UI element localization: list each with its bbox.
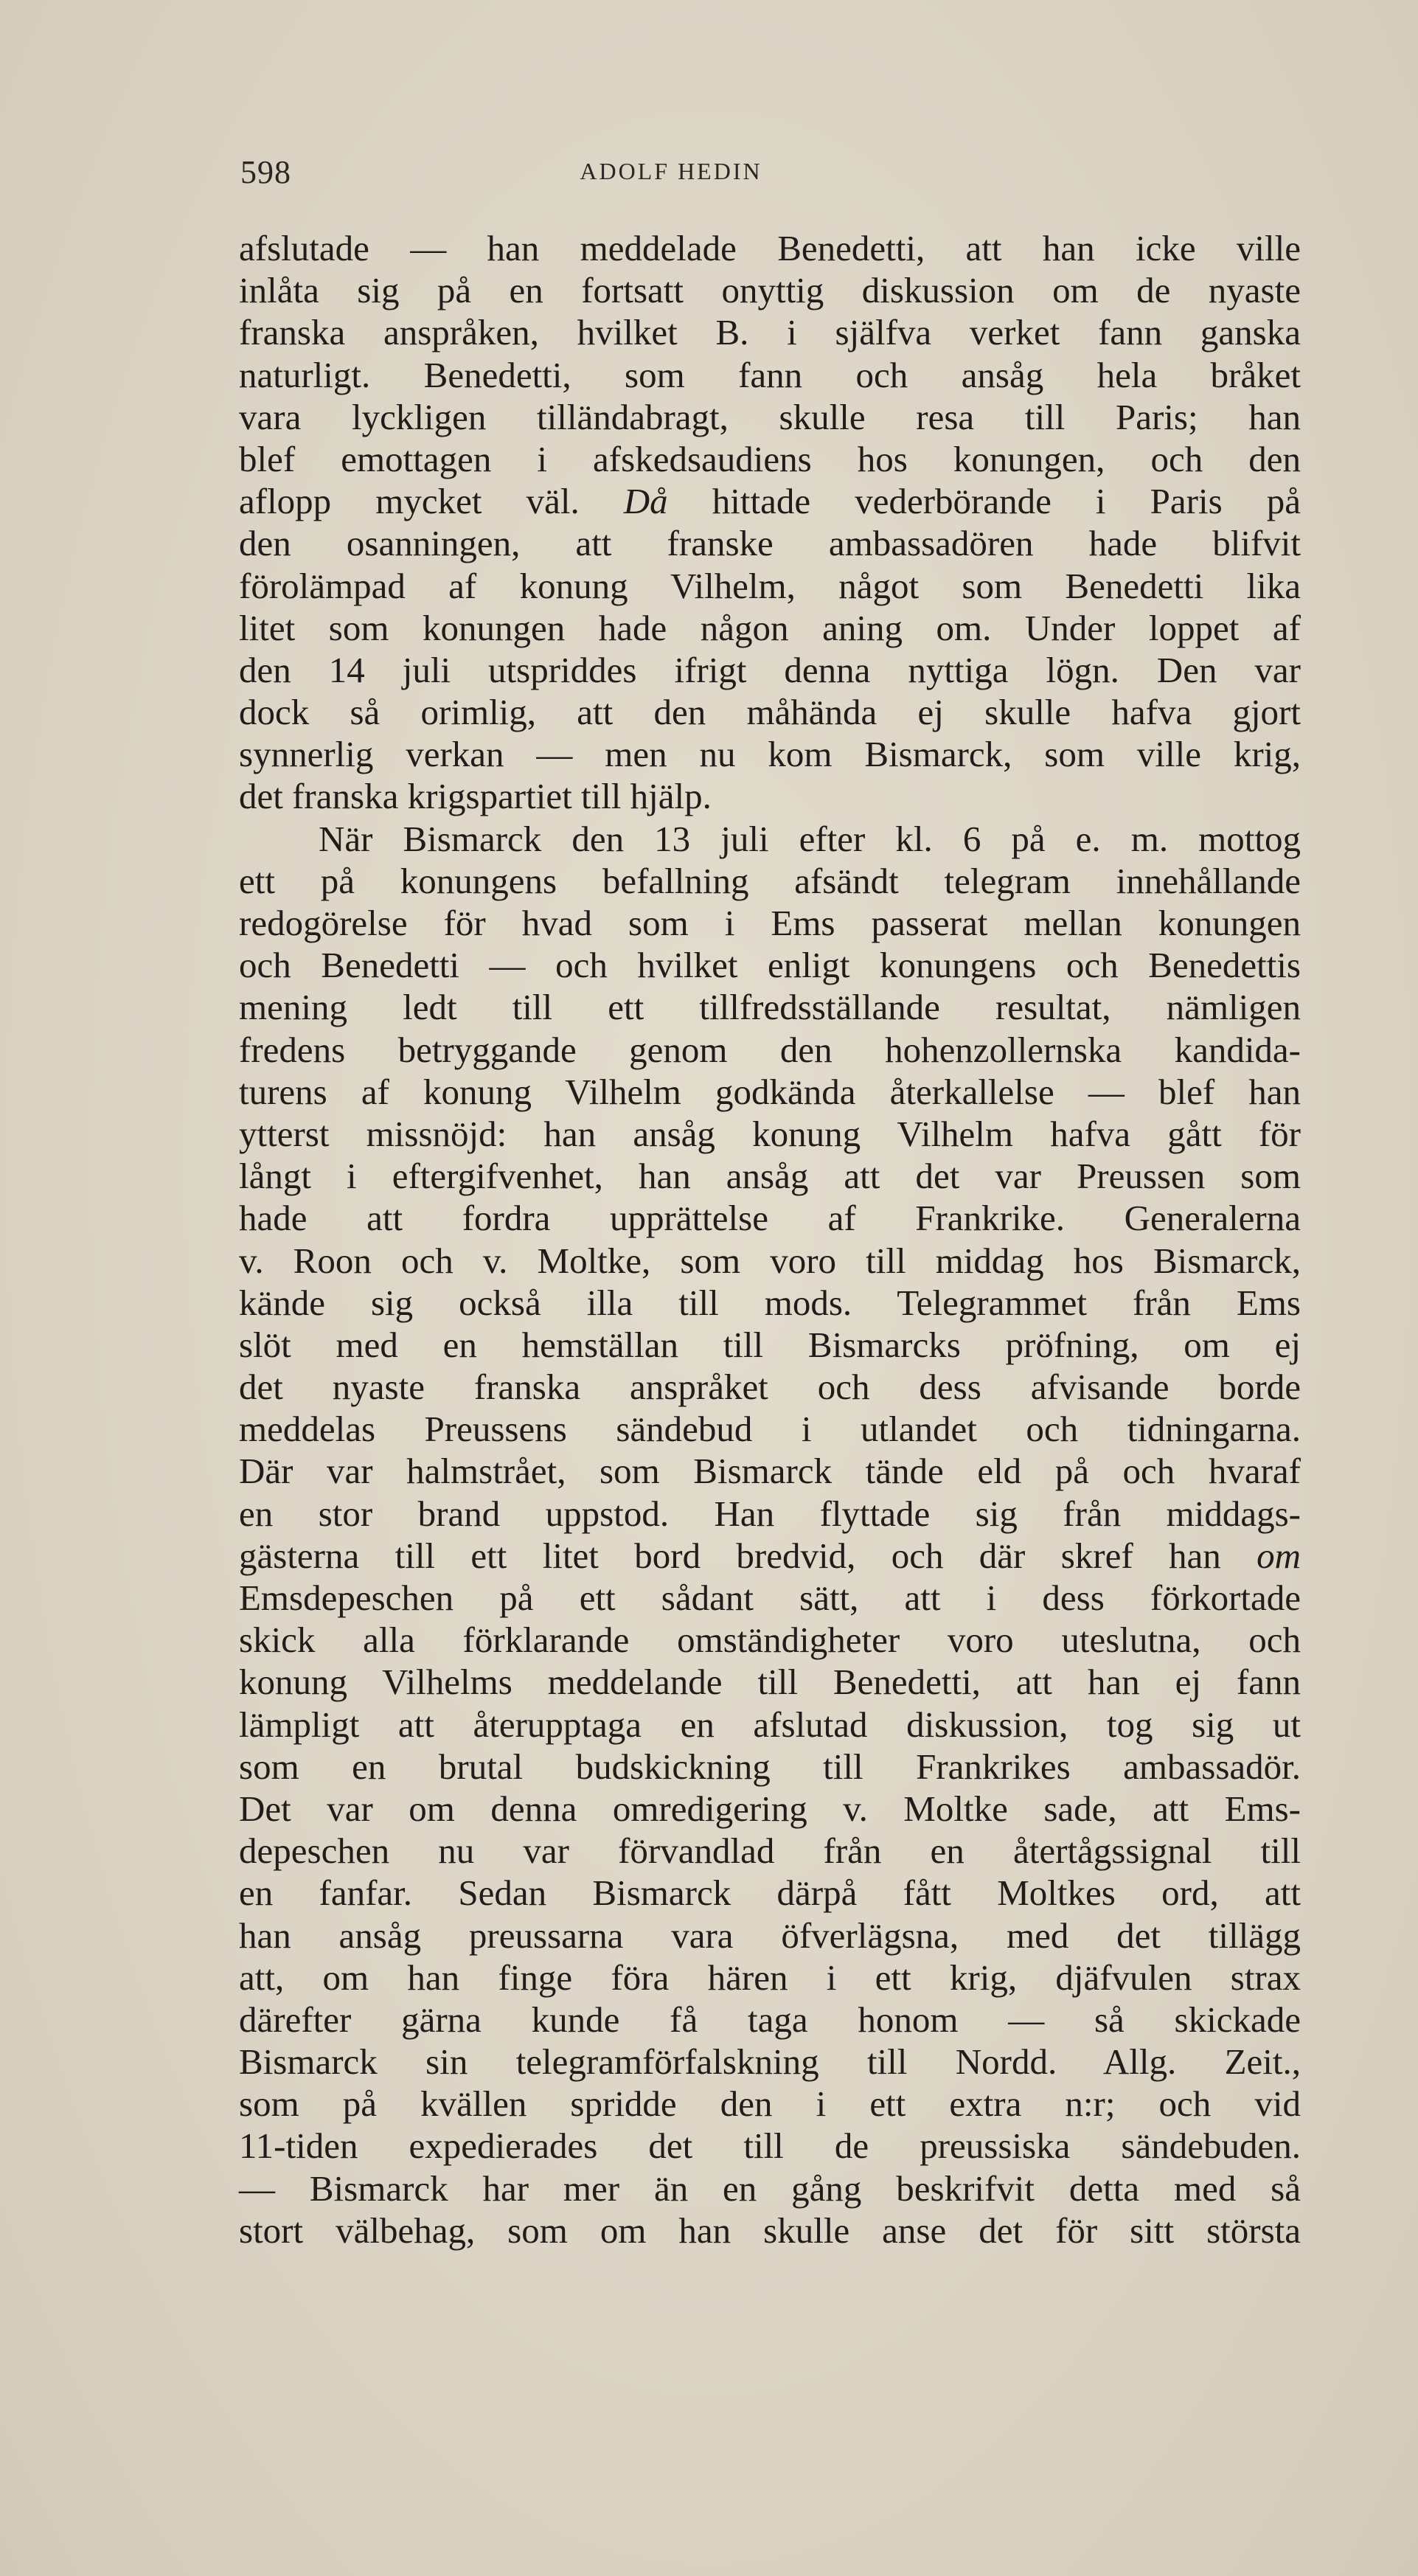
text-line: vara lyckligen tilländabragt, skulle resa till Paris; han [239,396,1301,437]
text-line: förolämpad af konung Vilhelm, något som Benedetti lika [239,565,1301,606]
text-line: naturligt. Benedetti, som fann och ansåg hela bråket [239,354,1301,395]
text-line: den osanningen, att franske ambassadören hade blifvit [239,523,1301,564]
text-line: ett på konungens befallning afsändt telegram innehållande [239,860,1301,901]
text-line: det nyaste franska anspråket och dess afvisande borde [239,1367,1301,1408]
text-line: därefter gärna kunde få taga honom — så skickade [239,1999,1301,2040]
text-line: som på kvällen spridde den i ett extra n:r; och vid [239,2083,1301,2125]
text-line: Där var halmstrået, som Bismarck tände eld på och hvaraf [239,1451,1301,1492]
text-line: lämpligt att återupptaga en afslutad diskussion, tog sig ut [239,1704,1301,1745]
text-line: den 14 juli utspriddes ifrigt denna nyttiga lögn. Den var [239,649,1301,690]
text-line: stort välbehag, som om han skulle anse det för sitt största [239,2209,1301,2251]
text-line: slöt med en hemställan till Bismarcks pröfning, om ej [239,1324,1301,1365]
italic-word: Då [623,481,668,522]
italic-word: om [1257,1535,1301,1576]
text-line: ytterst missnöjd: han ansåg konung Vilhelm hafva gått för [239,1113,1301,1154]
text-line: blef emottagen i afskedsaudiens hos konungen, och den [239,438,1301,479]
text-line: meddelas Preussens sändebud i utlandet och tidningarna. [239,1409,1301,1450]
text-segment: aflopp mycket väl. [239,481,580,522]
text-line: litet som konungen hade någon aning om. Under loppet af [239,607,1301,648]
body-text [239,227,1301,2252]
text-line: mening ledt till ett tillfredsställande resultat, nämligen [239,987,1301,1028]
text-line: franska anspråken, hvilket B. i själfva verket fann ganska [239,312,1301,353]
text-segment: gästerna till ett litet bord bredvid, och där skref han [239,1535,1221,1576]
text-line: 11-tiden expedierades det till de preussiska sändebuden. [239,2125,1301,2167]
text-line: Emsdepeschen på ett sådant sätt, att i dess förkortade [239,1577,1301,1618]
page-number: 598 [240,154,291,190]
text-line-with-italic [239,480,1301,522]
text-line: turens af konung Vilhelm godkända återkallelse — blef han [239,1071,1301,1112]
text-line: konung Vilhelms meddelande till Benedetti, att han ej fann [239,1662,1301,1703]
running-head: ADOLF HEDIN [580,158,762,184]
text-line: det franska krigspartiet till hjälp. [239,776,712,817]
paragraph-start-line: När Bismarck den 13 juli efter kl. 6 på e. m. mottog [319,818,1301,859]
text-line: v. Roon och v. Moltke, som voro till middag hos Bismarck, [239,1240,1301,1281]
text-line-with-italic [239,1535,1301,1577]
text-line: som en brutal budskickning till Frankrikes ambassadör. [239,1746,1301,1787]
text-line: och Benedetti — och hvilket enligt konungens och Benedettis [239,945,1301,986]
page-header [240,153,1102,198]
text-line: Det var om denna omredigering v. Moltke sade, att Ems- [239,1788,1301,1829]
text-line: fredens betryggande genom den hohenzollernska kandida- [239,1029,1301,1070]
text-line: att, om han finge föra hären i ett krig, djäfvulen strax [239,1957,1301,1998]
text-line: en stor brand uppstod. Han flyttade sig från middags- [239,1493,1301,1534]
text-line: redogörelse för hvad som i Ems passerat mellan konungen [239,903,1301,943]
text-line: hade att fordra upprättelse af Frankrike. Generalerna [239,1198,1301,1239]
text-line: en fanfar. Sedan Bismarck därpå fått Moltkes ord, att [239,1872,1301,1914]
text-line: Bismarck sin telegramförfalskning till Nordd. Allg. Zeit., [239,2041,1301,2083]
text-line: inlåta sig på en fortsatt onyttig diskussion om de nyaste [239,270,1301,311]
text-line: synnerlig verkan — men nu kom Bismarck, som ville krig, [239,734,1301,775]
text-line: — Bismarck har mer än en gång beskrifvit detta med så [239,2167,1301,2209]
text-line: han ansåg preussarna vara öfverlägsna, med det tillägg [239,1914,1301,1956]
text-line: afslutade — han meddelade Benedetti, att han icke ville [239,228,1301,268]
text-line: långt i eftergifvenhet, han ansåg att det var Preussen som [239,1156,1301,1197]
text-line: depeschen nu var förvandlad från en återtågssignal till [239,1830,1301,1872]
text-line: skick alla förklarande omständigheter voro uteslutna, och [239,1619,1301,1661]
text-segment: hittade vederbörande i Paris på [712,481,1301,522]
text-line: dock så orimlig, att den måhända ej skulle hafva gjort [239,692,1301,733]
text-line: kände sig också illa till mods. Telegrammet från Ems [239,1282,1301,1323]
